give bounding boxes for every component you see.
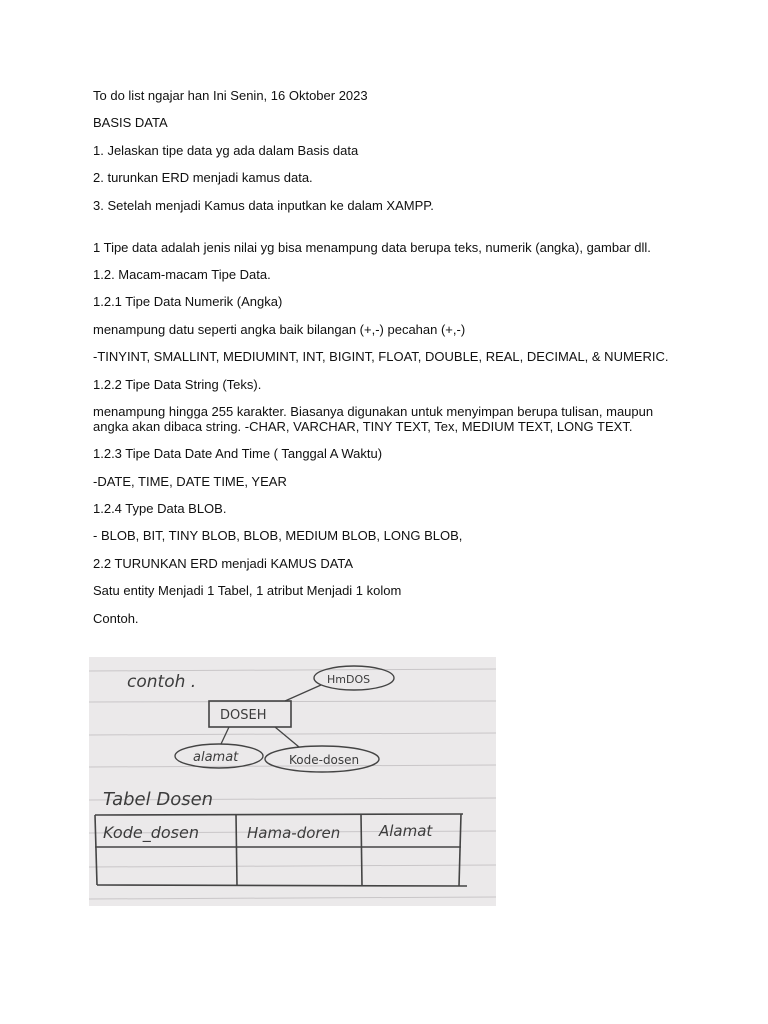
table-title: Tabel Dosen — [103, 789, 214, 810]
numeric-description: menampung datu seperti angka baik bilangan (+,-) pecahan (+,-) — [93, 321, 466, 337]
attribute-address-label: alamat — [193, 750, 239, 765]
handwritten-erd-photo — [89, 657, 496, 906]
erd-sketch — [89, 657, 496, 906]
section-heading-erd: 2.2 TURUNKAN ERD menjadi KAMUS DATA — [93, 555, 354, 571]
example-label: Contoh. — [93, 610, 139, 626]
subsection-string: 1.2.2 Tipe Data String (Teks). — [93, 376, 262, 392]
column-header-code: Kode_dosen — [103, 823, 199, 842]
notebook-rule-lines — [89, 669, 496, 899]
task-1: 1. Jelaskan tipe data yg ada dalam Basis data — [93, 142, 359, 158]
task-3: 3. Setelah menjadi Kamus data inputkan ke dalam XAMPP. — [93, 197, 434, 213]
attribute-code-label: Kode-dosen — [289, 753, 360, 767]
blob-types-list: - BLOB, BIT, TINY BLOB, BLOB, MEDIUM BLOB, LONG BLOB, — [93, 528, 463, 544]
subject-heading: BASIS DATA — [93, 115, 168, 131]
document-body — [93, 88, 673, 638]
entity-label: DOSEH — [220, 708, 267, 723]
photo-heading: contoh . — [127, 672, 197, 692]
column-header-name: Hama-doren — [247, 824, 341, 842]
subsection-blob: 1.2.4 Type Data BLOB. — [93, 501, 227, 517]
string-description: menampung hingga 255 karakter. Biasanya digunakan untuk menyimpan berupa tulisan, maupun angka akan dibaca string. -CHAR, VARCHAR, TINY TEXT, Tex, MEDIUM TEXT, LONG TEXT. — [93, 403, 654, 434]
datetime-types-list: -DATE, TIME, DATE TIME, YEAR — [93, 473, 287, 489]
todo-title: To do list ngajar han Ini Senin, 16 Oktober 2023 — [93, 88, 368, 103]
section-heading-types: 1.2. Macam-macam Tipe Data. — [93, 266, 271, 282]
subsection-numeric: 1.2.1 Tipe Data Numerik (Angka) — [93, 294, 283, 310]
column-header-address: Alamat — [379, 822, 433, 840]
erd-rule: Satu entity Menjadi 1 Tabel, 1 atribut Menjadi 1 kolom — [93, 583, 402, 599]
attribute-name-label: HmDOS — [327, 673, 371, 686]
numeric-types-list: -TINYINT, SMALLINT, MEDIUMINT, INT, BIGINT, FLOAT, DOUBLE, REAL, DECIMAL, & NUMERIC. — [93, 349, 669, 365]
definition-paragraph: 1 Tipe data adalah jenis nilai yg bisa menampung data berupa teks, numerik (angka), gambar dll. — [93, 239, 651, 255]
subsection-datetime: 1.2.3 Tipe Data Date And Time ( Tanggal A Waktu) — [93, 446, 383, 462]
task-2: 2. turunkan ERD menjadi kamus data. — [93, 170, 313, 186]
